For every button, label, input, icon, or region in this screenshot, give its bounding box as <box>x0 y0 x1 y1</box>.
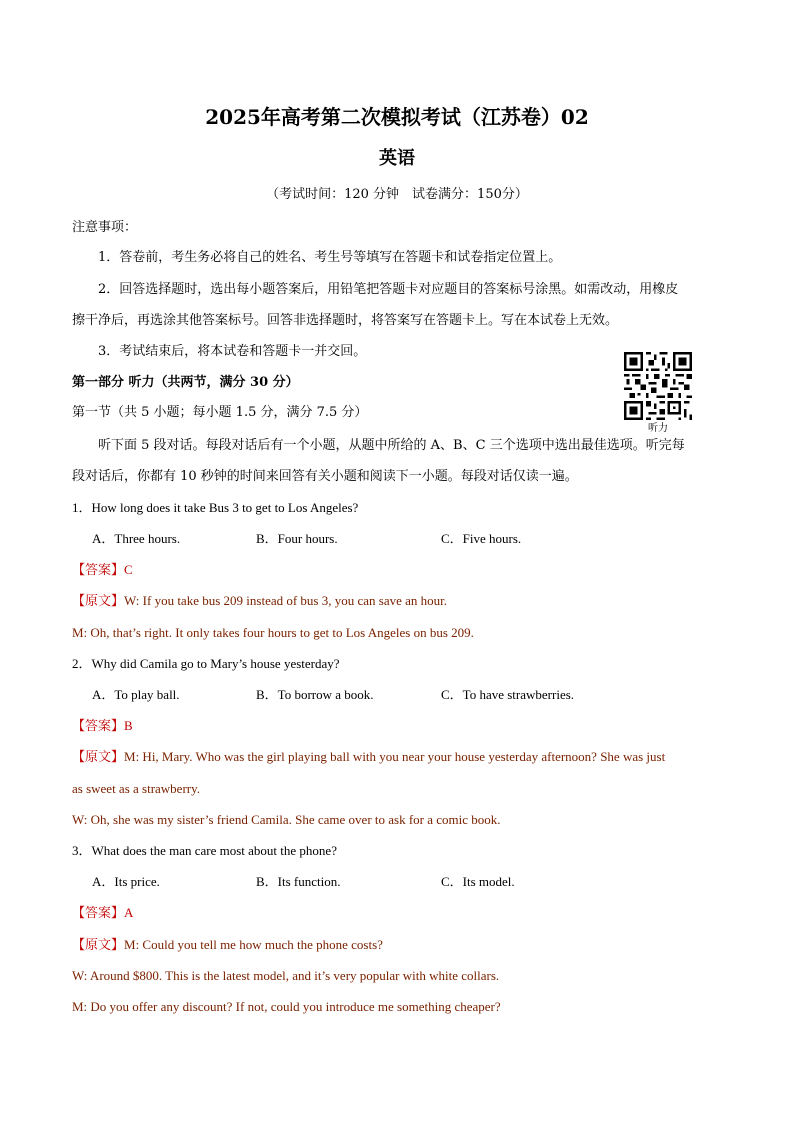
question-1-option-c: C．Five hours. <box>441 531 522 546</box>
question-2-transcript-line-3: W: Oh, she was my sister’s friend Camila. She came over to ask for a comic book. <box>72 812 501 827</box>
question-2-option-b: B．To borrow a book. <box>256 687 374 702</box>
question-1-stem: 1．How long does it take Bus 3 to get to Los Angeles? <box>72 500 359 515</box>
qr-caption: 听力 <box>648 423 668 434</box>
exam-info: （考试时间：120 分钟 试卷满分：150分） <box>266 187 528 202</box>
part1-heading: 第一部分 听力（共两节，满分 30 分） <box>72 375 299 390</box>
question-1-transcript-line-2: M: Oh, that’s right. It only takes four hours to get to Los Angeles on bus 209. <box>72 625 474 640</box>
question-2-answer: 【答案】B <box>72 718 133 734</box>
qr-code-icon[interactable] <box>624 352 692 420</box>
question-2-transcript-line-2: as sweet as a strawberry. <box>72 781 201 796</box>
question-2-transcript-line-1: 【原文】M: Hi, Mary. Who was the girl playing ball with you near your house yesterday afternoon? She was just <box>72 749 666 765</box>
question-3-option-a: A．Its price. <box>92 874 160 889</box>
question-3-stem: 3．What does the man care most about the phone? <box>72 843 337 858</box>
question-3-option-c: C．Its model. <box>441 874 515 889</box>
notice-item-2-line-1: 2．回答选择题时，选出每小题答案后，用铅笔把答题卡对应题目的答案标号涂黑。如需改动，用橡皮 <box>98 282 679 297</box>
question-1-answer: 【答案】C <box>72 562 133 578</box>
question-1-option-b: B．Four hours. <box>256 531 338 546</box>
question-1-transcript-line-1: 【原文】W: If you take bus 209 instead of bus 3, you can save an hour. <box>72 593 448 609</box>
question-2-option-c: C．To have strawberries. <box>441 687 575 702</box>
question-3-transcript-line-1: 【原文】M: Could you tell me how much the phone costs? <box>72 937 383 953</box>
question-3-transcript-line-3: M: Do you offer any discount? If not, could you introduce me something cheaper? <box>72 999 501 1014</box>
question-3-answer: 【答案】A <box>72 905 134 921</box>
notice-item-2-line-2: 擦干净后，再选涂其他答案标号。回答非选择题时，将答案写在答题卡上。写在本试卷上无效。 <box>72 313 619 328</box>
exam-title: 2025年高考第二次模拟考试（江苏卷）02 <box>205 105 589 129</box>
question-3-option-b: B．Its function. <box>256 874 341 889</box>
notice-heading: 注意事项： <box>72 220 138 235</box>
notice-item-3: 3．考试结束后，将本试卷和答题卡一并交回。 <box>98 344 367 359</box>
section1-heading: 第一节（共 5 小题；每小题 1.5 分，满分 7.5 分） <box>72 405 368 420</box>
question-2-stem: 2．Why did Camila go to Mary’s house yesterday? <box>72 656 340 671</box>
question-1-option-a: A．Three hours. <box>92 531 181 546</box>
question-2-option-a: A．To play ball. <box>92 687 180 702</box>
subject-title: 英语 <box>379 148 415 169</box>
instructions-line-2: 段对话后，你都有 10 秒钟的时间来回答有关小题和阅读下一小题。每段对话仅读一遍。 <box>72 469 578 484</box>
question-3-transcript-line-2: W: Around $800. This is the latest model, and it’s very popular with white collars. <box>72 968 500 983</box>
notice-item-1: 1．答卷前，考生务必将自己的姓名、考生号等填写在答题卡和试卷指定位置上。 <box>98 250 562 265</box>
instructions-line-1: 听下面 5 段对话。每段对话后有一个小题，从题中所给的 A、B、C 三个选项中选出最佳选项。听完每 <box>98 438 685 453</box>
